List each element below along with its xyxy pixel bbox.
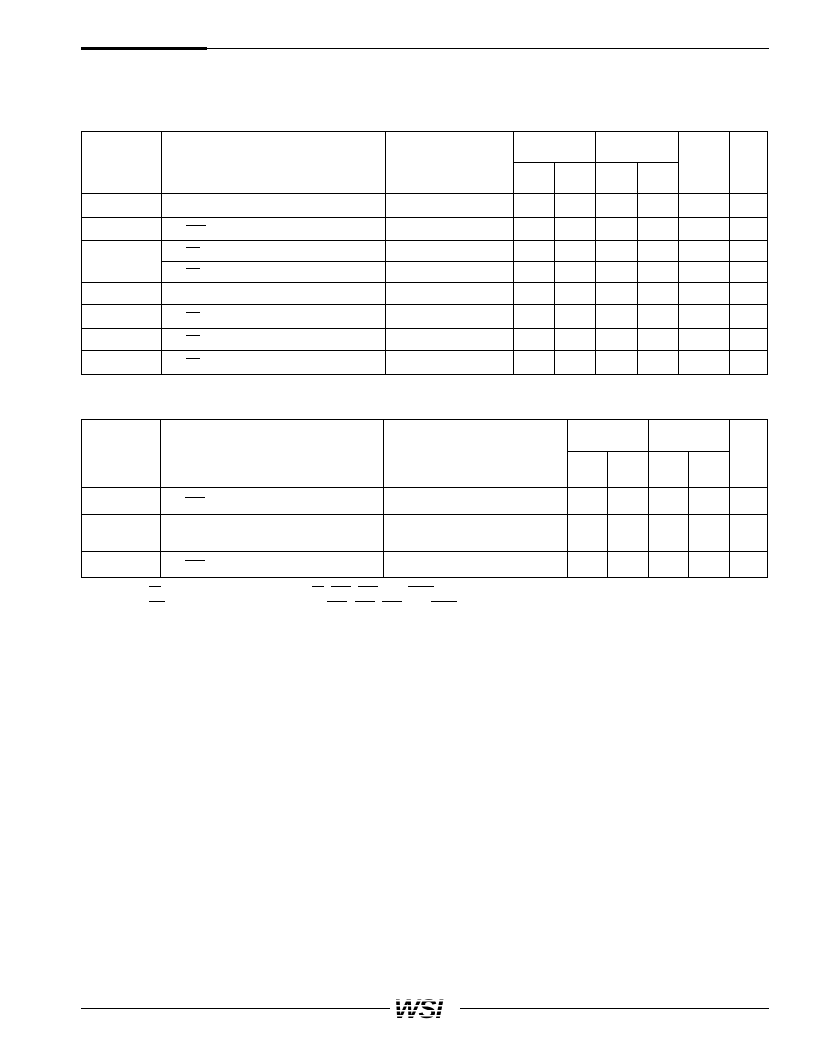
subheader-cell <box>596 163 637 194</box>
footer-rule-right <box>460 1008 769 1009</box>
overbar-mark <box>186 358 200 359</box>
overbar-mark <box>186 335 200 336</box>
header-cell-units <box>729 132 767 194</box>
note-overbar-mark <box>331 586 351 587</box>
header-cell-extra <box>678 132 729 194</box>
header-cell-symbol <box>82 132 162 194</box>
overbar-mark <box>186 225 206 226</box>
table-row <box>82 194 768 218</box>
overbar-mark <box>186 247 200 248</box>
note-overbar-mark <box>149 601 165 602</box>
table-row <box>82 488 768 515</box>
header-cell-group-b <box>649 420 730 452</box>
header-cell-units <box>730 420 768 488</box>
header-rule-thin <box>207 48 769 49</box>
table-row <box>82 283 768 305</box>
table-row <box>82 218 768 241</box>
subheader-cell <box>555 163 596 194</box>
note-overbar-mark <box>149 586 161 587</box>
table-row <box>82 552 768 578</box>
table-row <box>82 329 768 351</box>
overbar-mark <box>185 560 205 561</box>
subheader-cell <box>637 163 678 194</box>
header-cell-conditions <box>385 132 513 194</box>
note-overbar-mark <box>355 601 375 602</box>
note-overbar-mark <box>327 601 347 602</box>
table-row <box>82 262 768 283</box>
note-overbar-mark <box>382 601 402 602</box>
note-overbar-mark <box>312 586 324 587</box>
note-overbar-mark <box>358 586 378 587</box>
table-header-row <box>82 420 768 452</box>
overbar-mark <box>186 312 200 313</box>
table-row <box>82 351 768 375</box>
header-cell-group-b <box>596 132 678 163</box>
overbar-mark <box>185 497 205 498</box>
header-cell-conditions <box>384 420 568 488</box>
spec-table-2 <box>81 419 768 578</box>
company-logo <box>392 995 458 1021</box>
header-rule-thick <box>81 47 207 50</box>
header-cell-symbol <box>82 420 161 488</box>
header-cell-group-a <box>514 132 596 163</box>
spec-table-1 <box>81 131 768 375</box>
header-cell-parameter <box>162 132 386 194</box>
subheader-cell <box>514 163 555 194</box>
table-row <box>82 515 768 552</box>
header-cell-group-a <box>568 420 649 452</box>
note-overbar-mark <box>431 601 457 602</box>
note-overbar-mark <box>408 586 434 587</box>
header-cell-parameter <box>161 420 384 488</box>
overbar-mark <box>186 268 200 269</box>
table-header-row <box>82 132 768 163</box>
table-row <box>82 305 768 329</box>
table-row <box>82 241 768 262</box>
footer-rule-left <box>81 1008 390 1009</box>
